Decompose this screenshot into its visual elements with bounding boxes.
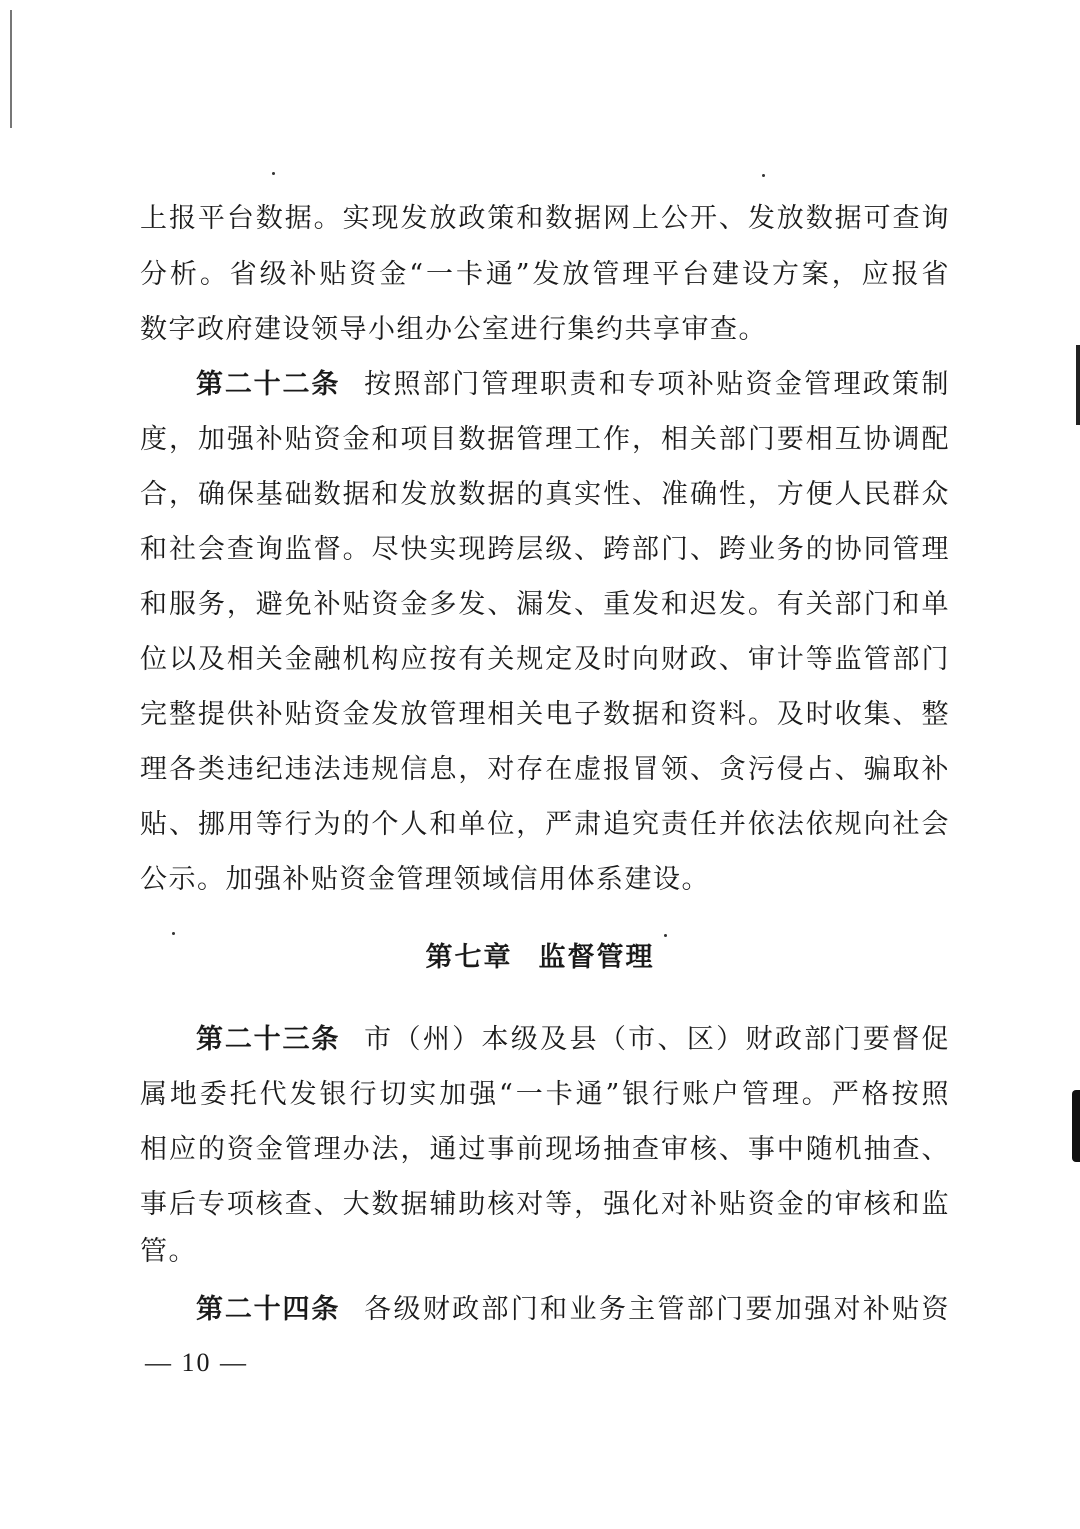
text-line: 合，确保基础数据和发放数据的真实性、准确性，方便人民群众 bbox=[140, 479, 950, 510]
article-heading: 第二十三条 bbox=[196, 1024, 341, 1055]
text-line: 数字政府建设领导小组办公室进行集约共享审查。 bbox=[140, 314, 767, 345]
text-line: 度，加强补贴资金和项目数据管理工作，相关部门要相互协调配 bbox=[140, 424, 950, 455]
scan-speck bbox=[762, 174, 765, 177]
article-heading: 第二十二条 bbox=[196, 369, 341, 400]
scan-edge-line bbox=[10, 10, 12, 128]
scan-speck bbox=[664, 934, 667, 937]
scan-speck bbox=[172, 932, 175, 935]
page-number: — 10 — bbox=[145, 1348, 248, 1377]
article-text: 市（州）本级及县（市、区）财政部门要督促 bbox=[364, 1024, 950, 1055]
text-line: 和服务，避免补贴资金多发、漏发、重发和迟发。有关部门和单 bbox=[140, 589, 950, 620]
scan-speck bbox=[272, 172, 275, 175]
scan-edge-mark bbox=[1072, 1090, 1080, 1162]
article-first-line bbox=[196, 1020, 950, 1060]
text-line: 属地委托代发银行切实加强“一卡通”银行账户管理。严格按照 bbox=[140, 1079, 950, 1110]
text-line: 完整提供补贴资金发放管理相关电子数据和资料。及时收集、整 bbox=[140, 699, 950, 730]
text-line: 公示。加强补贴资金管理领域信用体系建设。 bbox=[140, 864, 710, 895]
article-text: 按照部门管理职责和专项补贴资金管理政策制 bbox=[364, 369, 950, 400]
article-text: 各级财政部门和业务主管部门要加强对补贴资 bbox=[364, 1294, 950, 1325]
text-line: 分析。省级补贴资金“一卡通”发放管理平台建设方案，应报省 bbox=[140, 259, 950, 290]
text-line: 贴、挪用等行为的个人和单位，严肃追究责任并依法依规向社会 bbox=[140, 809, 950, 840]
text-line: 位以及相关金融机构应按有关规定及时向财政、审计等监管部门 bbox=[140, 644, 950, 675]
article-heading: 第二十四条 bbox=[196, 1294, 341, 1325]
text-line: 理各类违纪违法违规信息，对存在虚报冒领、贪污侵占、骗取补 bbox=[140, 754, 950, 785]
text-line: 上报平台数据。实现发放政策和数据网上公开、发放数据可查询 bbox=[140, 203, 950, 234]
chapter-number: 第七章 bbox=[425, 942, 513, 973]
text-line: 和社会查询监督。尽快实现跨层级、跨部门、跨业务的协同管理 bbox=[140, 534, 950, 565]
text-line: 管。 bbox=[140, 1236, 197, 1267]
scan-edge-mark bbox=[1076, 345, 1080, 425]
chapter-title: 监督管理 bbox=[538, 942, 655, 973]
article-first-line bbox=[196, 1290, 950, 1330]
text-line: 相应的资金管理办法，通过事前现场抽查审核、事中随机抽查、 bbox=[140, 1134, 950, 1165]
article-first-line bbox=[196, 365, 950, 405]
text-line: 事后专项核查、大数据辅助核对等，强化对补贴资金的审核和监 bbox=[140, 1189, 950, 1220]
chapter-heading bbox=[0, 938, 1080, 978]
